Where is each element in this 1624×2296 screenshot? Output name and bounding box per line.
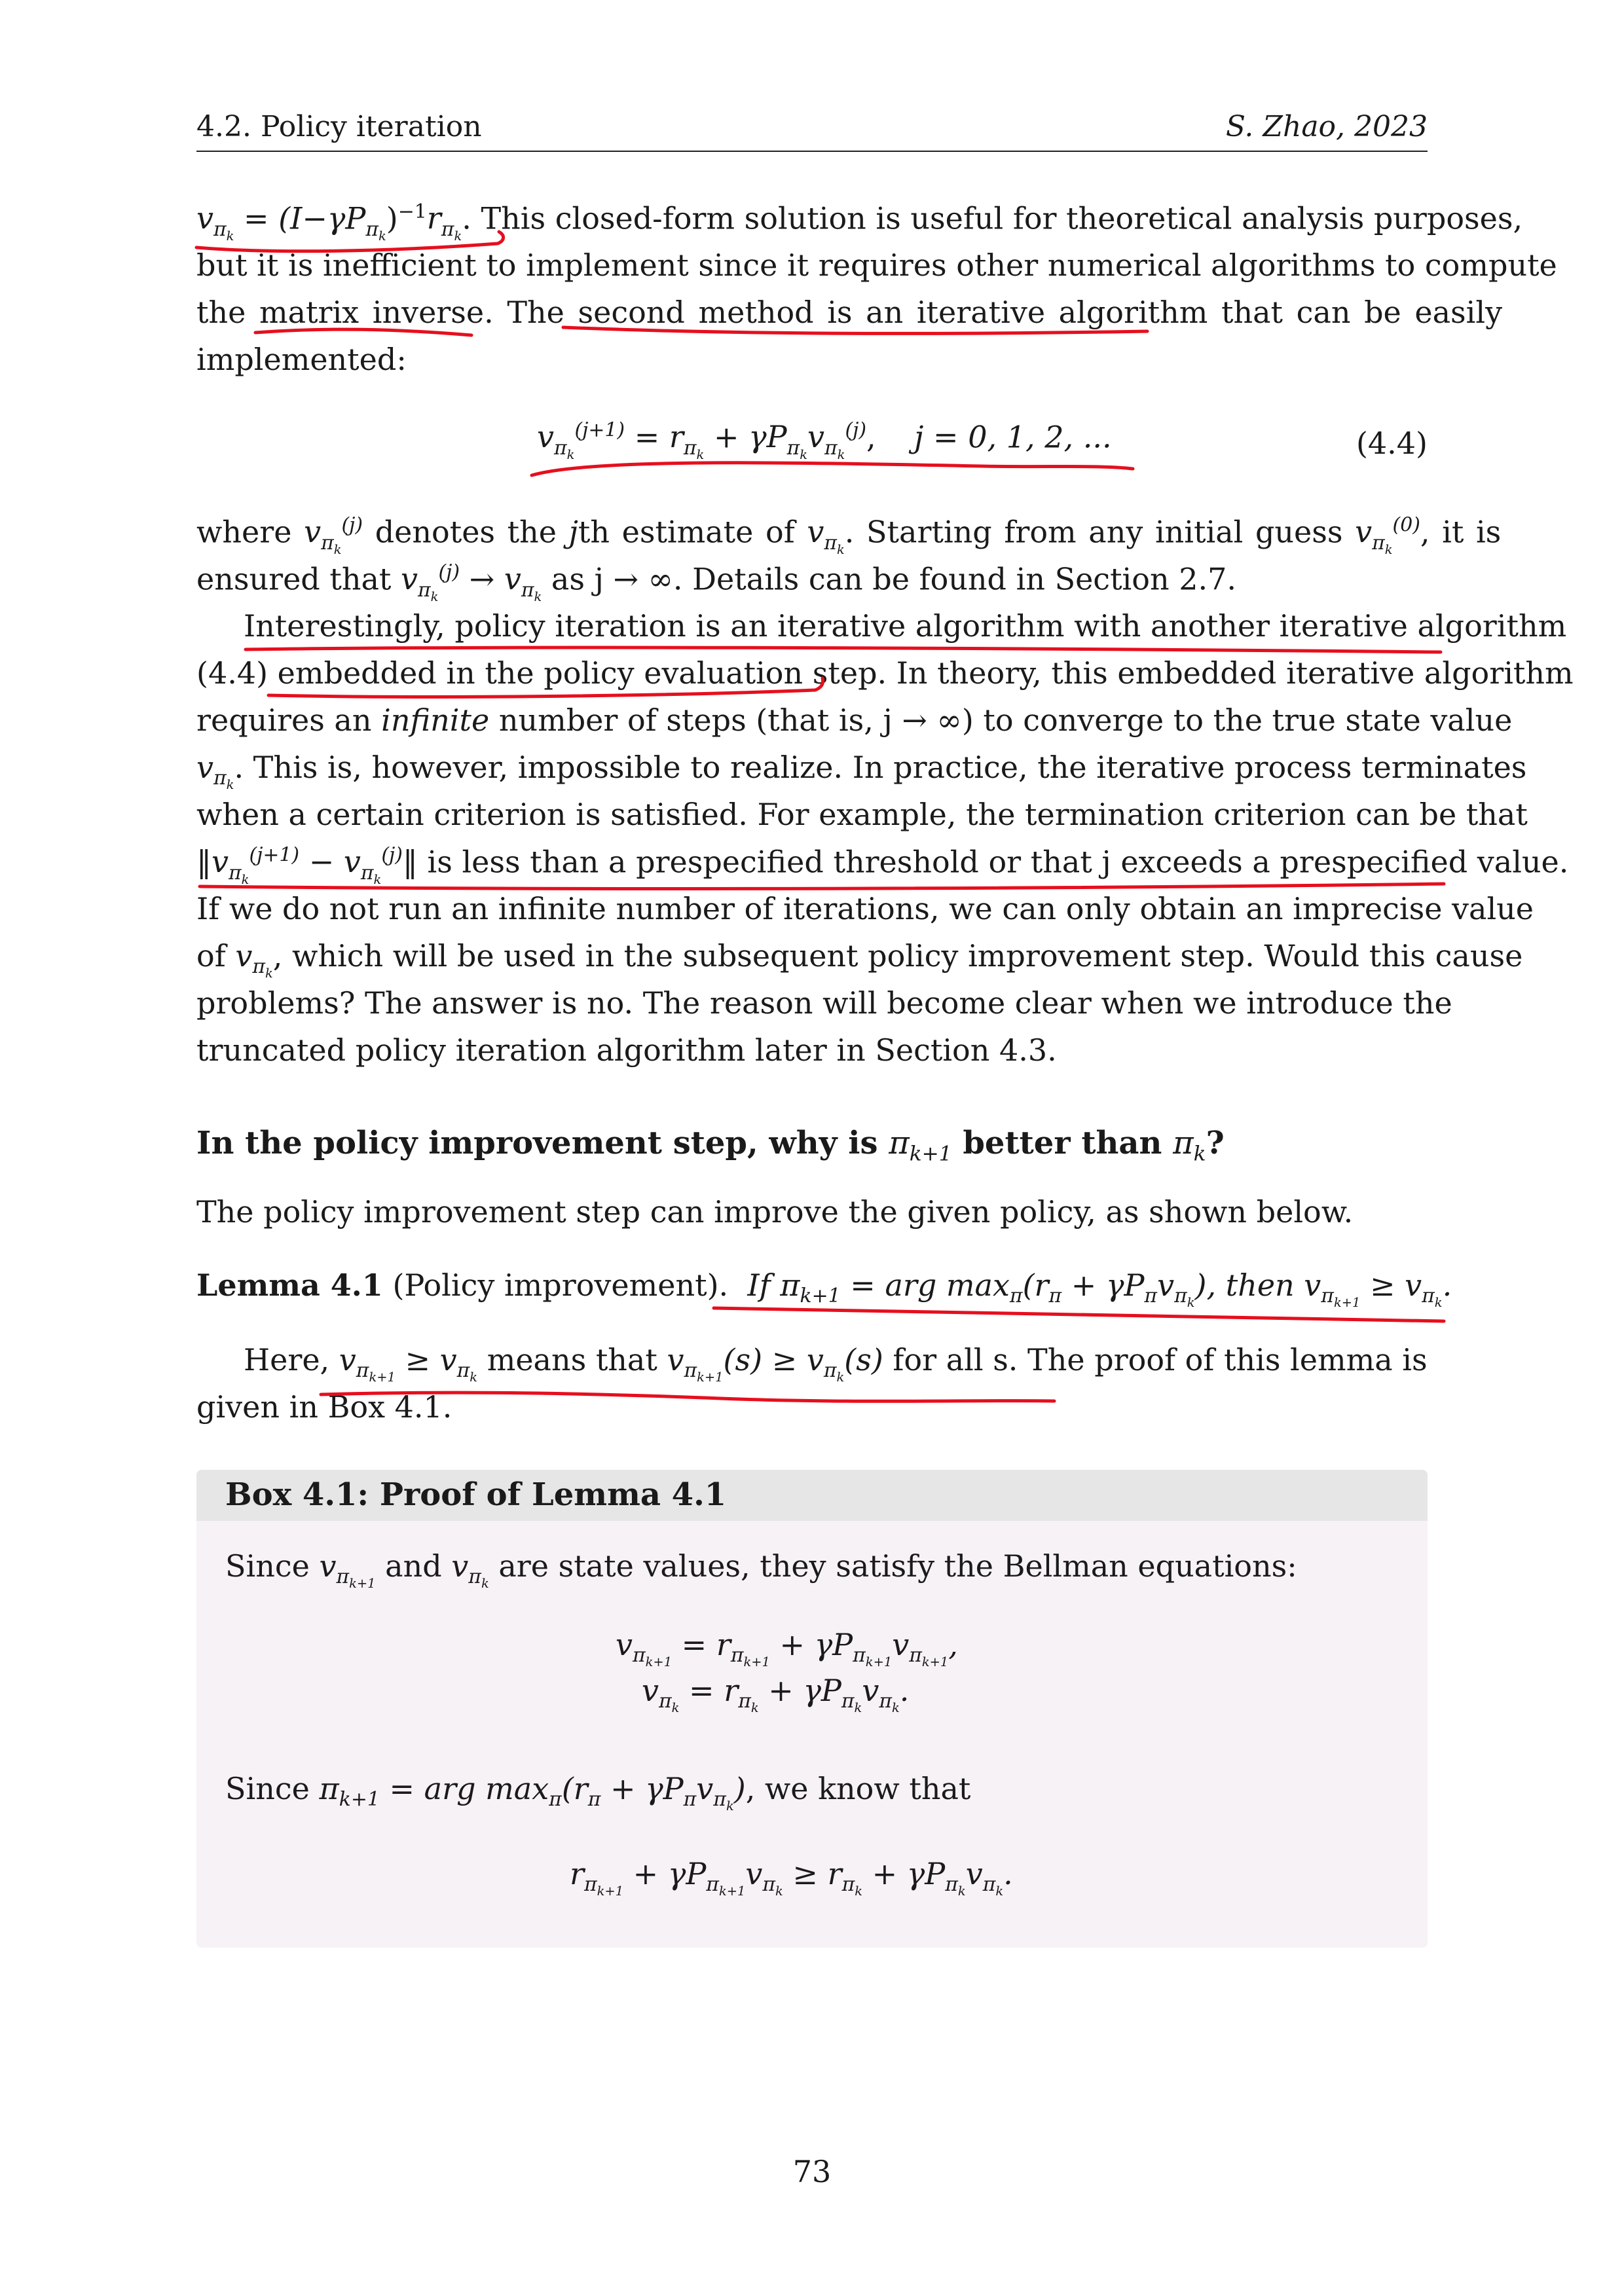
p3-line-2: (4.4) embedded in the policy evaluation step. In theory, this embedded iterative algorithm [196,655,1574,691]
question-heading: In the policy improvement step, why is $\pi_{k+1}$ better than $\pi_k$? [196,1125,1225,1166]
p3-line-3: requires an infinite number of steps (that is, j → ∞) to converge to the true state value [196,702,1513,738]
box-line-1: Since $v_{\pi_{k+1}}$ and $v_{\pi_k}$ are state values, they satisfy the Bellman equations: [225,1548,1297,1592]
p5-line-1: Here, $v_{\pi_{k+1}} \ge v_{\pi_k}$ means that $v_{\pi_{k+1}}(s) \ge v_{\pi_k}(s)$ for all s. The proof of this lemma is [244,1342,1428,1385]
equation-number: (4.4) [1356,426,1428,461]
p4: The policy improvement step can improve the given policy, as shown below. [196,1194,1354,1230]
p1-line-2: but it is inefficient to implement since it requires other numerical algorithms to compute [196,247,1557,283]
p2-line-2: ensured that $v_{\pi_k}^{(j)} \to v_{\pi_k}$ as j → ∞. Details can be found in Section 2.7. [196,561,1236,604]
p3-line-8: of $v_{\pi_k}$, which will be used in the subsequent policy improvement step. Would this cause [196,938,1523,981]
p3-line-10: truncated policy iteration algorithm later in Section 4.3. [196,1032,1057,1068]
p2-line-1: where $v_{\pi_k}^{(j)}$ denotes the jth estimate of $v_{\pi_k}$. Starting from any initial guess $v_{\pi_k}^{(0)}$, it is [196,514,1502,557]
p3-line-1: Interestingly, policy iteration is an iterative algorithm with another iterative algorithm [244,608,1567,644]
author-year: S. Zhao, 2023 [1225,110,1428,143]
inequality: $r_{\pi_{k+1}} + \gamma P_{\pi_{k+1}}v_{\pi_k} \ge r_{\pi_k} + \gamma P_{\pi_k}v_{\pi_k}$. [570,1856,1013,1899]
page [196,0,1574,2296]
equation-4-4: $v_{\pi_k}^{(j+1)} = r_{\pi_k} + \gamma P_{\pi_k}v_{\pi_k}^{(j)}$, j = 0, 1, 2, ... [537,419,1112,462]
p3-line-6: $‖v_{\pi_k}^{(j+1)}$ − $v_{\pi_k}^{(j)}‖$ is less than a prespecified threshold or that j exceeds a prespecified value. [196,844,1569,887]
page-number: 73 [792,2154,832,2189]
p5-line-2: given in Box 4.1. [196,1389,452,1425]
p3-line-7: If we do not run an infinite number of iterations, we can only obtain an imprecise value [196,891,1534,926]
p3-line-9: problems? The answer is no. The reason will become clear when we introduce the [196,985,1452,1021]
p1-line-3: the matrix inverse. The second method is an iterative algorithm that can be easily [196,295,1503,330]
section-title: 4.2. Policy iteration [196,110,482,143]
p3-line-5: when a certain criterion is satisfied. For example, the termination criterion can be that [196,797,1528,832]
box-line-2: Since $\pi_{k+1}$ = arg $\max_\pi(r_\pi + \gamma P_\pi v_{\pi_k})$, we know that [225,1771,971,1814]
p1-line-4: implemented: [196,342,407,377]
bellman-eq-2: $v_{\pi_k} = r_{\pi_k} + \gamma P_{\pi_k}v_{\pi_k}$. [642,1673,910,1716]
bellman-eq-1: $v_{\pi_{k+1}} = r_{\pi_{k+1}} + \gamma P_{\pi_{k+1}}v_{\pi_{k+1}}$, [616,1627,958,1670]
box-title: Box 4.1: Proof of Lemma 4.1 [196,1470,1428,1521]
p1-line-1: $v_{\pi_k} = (I-\gamma P_{\pi_k})^{-1}r_{\pi_k}$. This closed-form solution is useful for theoretical analysis purposes, [196,200,1523,244]
running-header [196,105,1428,152]
proof-box [196,1470,1428,1948]
p3-line-4: $v_{\pi_k}$. This is, however, impossible to realize. In practice, the iterative process terminates [196,750,1527,793]
lemma-4-1: Lemma 4.1 (Policy improvement). If $\pi_{k+1}$ = arg $\max_\pi(r_\pi + \gamma P_\pi v_{\pi_k})$, then $v_{\pi_{k+1}} \ge v_{\pi_k}$. [196,1267,1452,1311]
